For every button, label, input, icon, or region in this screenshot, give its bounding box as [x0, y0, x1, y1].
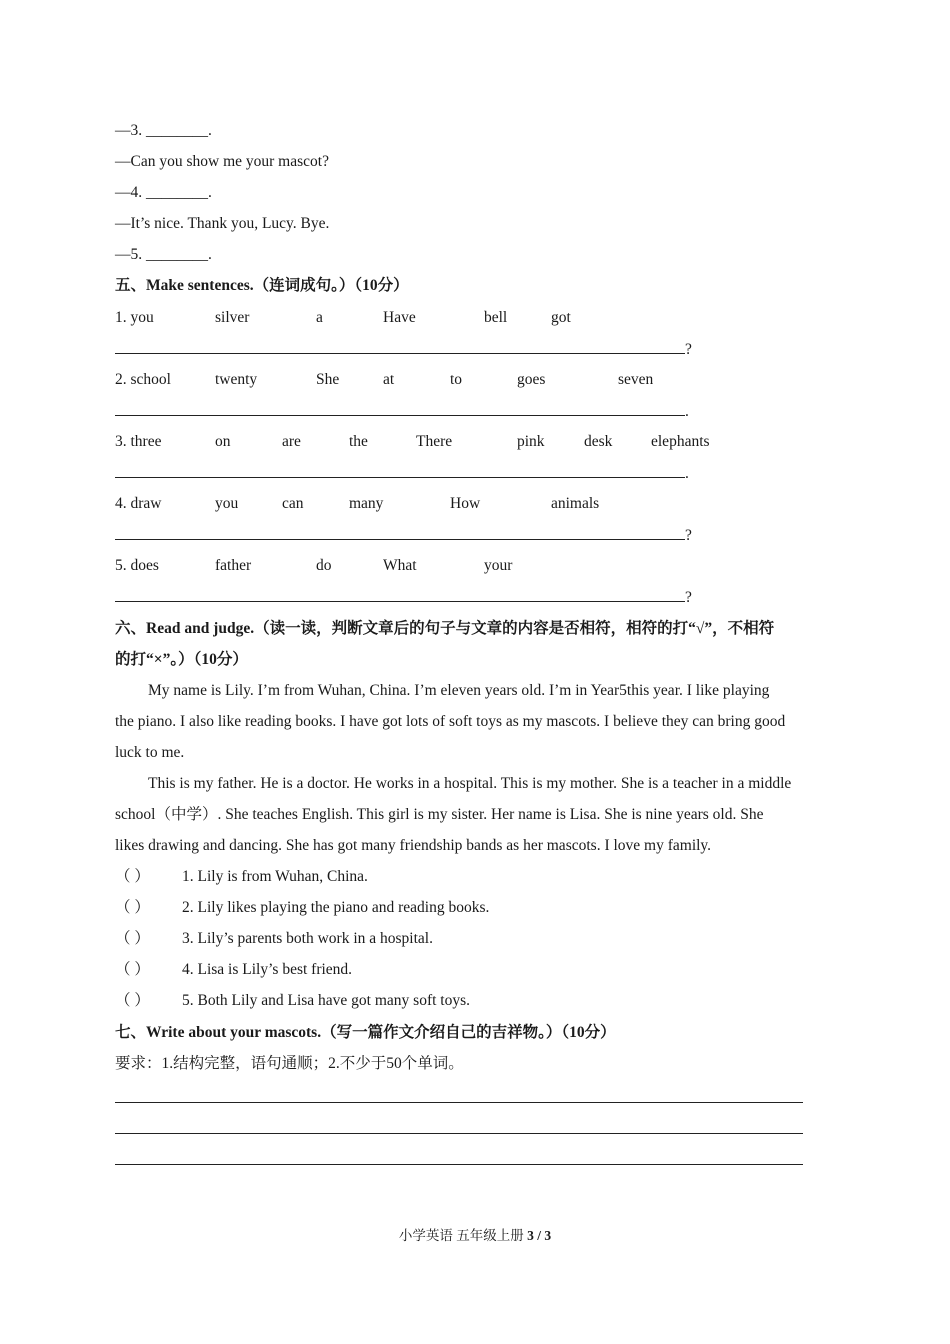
word: a [316, 309, 323, 326]
dialogue-line-4: —4. ________. [115, 184, 212, 201]
statement: 3. Lily’s parents both work in a hospital. [182, 930, 433, 947]
answer-paren[interactable]: （ ） [115, 992, 150, 1009]
passage-p1-line1 [115, 681, 769, 701]
word: can [282, 495, 304, 512]
section7-title: 七、Write about your mascots.（写一篇作文介绍自己的吉祥物。）（10分） [115, 1024, 616, 1041]
word: seven [618, 371, 654, 388]
word: pink [517, 433, 545, 450]
section5-title: 五、Make sentences.（连词成句。）（10分） [115, 277, 409, 294]
passage-text: My name is Lily. I’m from Wuhan, China. I’m eleven years old. I’m in Year5this year. I like playing [148, 682, 770, 699]
writing-line-3[interactable] [115, 1164, 803, 1165]
answer-line-3[interactable] [115, 463, 689, 484]
answer-line-5[interactable] [115, 587, 692, 608]
word: How [450, 495, 481, 512]
word: got [551, 309, 571, 326]
answer-line-4[interactable] [115, 525, 692, 546]
word: do [316, 557, 332, 574]
passage-text: This is my father. He is a doctor. He works in a hospital. This is my mother. She is a teacher in a middle [148, 775, 792, 792]
section6-title: 六、Read and judge.（读一读，判断文章后的句子与文章的内容是否相符，相符的打“√”，不相符 [115, 620, 775, 637]
judge-item-3[interactable] [115, 929, 433, 949]
judge-item-5[interactable] [115, 991, 470, 1011]
statement: 1. Lily is from Wuhan, China. [182, 868, 368, 885]
word: What [383, 557, 417, 574]
word: at [383, 371, 395, 388]
word: 4. draw [115, 495, 162, 512]
passage-p2-line1 [115, 774, 791, 794]
dialogue-line-5: —5. ________. [115, 246, 212, 263]
section6-title-cont: 的打“×”。）（10分） [115, 651, 248, 668]
statement: 5. Both Lily and Lisa have got many soft toys. [182, 992, 471, 1009]
answer-paren[interactable]: （ ） [115, 930, 150, 947]
dialogue-line: —It’s nice. Thank you, Lucy. Bye. [115, 215, 330, 232]
word: bell [484, 309, 508, 326]
word: your [484, 557, 513, 574]
word: There [416, 433, 453, 450]
word: Have [383, 309, 416, 326]
word: many [349, 495, 384, 512]
passage-p2-line2: school（中学）. She teaches English. This girl is my sister. Her name is Lisa. She is nine years old. She [115, 806, 764, 823]
answer-line-1[interactable] [115, 339, 692, 360]
word: 3. three [115, 433, 162, 450]
word: elephants [651, 433, 710, 450]
word: animals [551, 495, 600, 512]
word: 5. does [115, 557, 159, 574]
word: silver [215, 309, 250, 326]
statement: 2. Lily likes playing the piano and reading books. [182, 899, 490, 916]
passage-p2-line3: likes drawing and dancing. She has got many friendship bands as her mascots. I love my family. [115, 837, 712, 854]
word: the [349, 433, 368, 450]
end-punct: . [685, 403, 689, 420]
statement: 4. Lisa is Lily’s best friend. [182, 961, 353, 978]
word: father [215, 557, 252, 574]
word: you [215, 495, 239, 512]
writing-line-1[interactable] [115, 1102, 803, 1103]
dialogue-line: —Can you show me your mascot? [115, 153, 329, 170]
page-number: 3 / 3 [527, 1228, 552, 1243]
word: desk [584, 433, 613, 450]
page-footer [0, 1227, 950, 1245]
word: goes [517, 371, 546, 388]
passage-p1-line2: the piano. I also like reading books. I have got lots of soft toys as my mascots. I believe they can bring good [115, 713, 786, 730]
judge-item-1[interactable] [115, 867, 368, 887]
judge-item-4[interactable] [115, 960, 352, 980]
answer-paren[interactable]: （ ） [115, 899, 150, 916]
section7-requirement: 要求：1.结构完整，语句通顺；2.不少于50个单词。 [115, 1055, 464, 1072]
word: 1. you [115, 309, 154, 326]
answer-line-2[interactable] [115, 401, 689, 422]
word: on [215, 433, 231, 450]
footer-subject: 小学英语 五年级上册 [398, 1228, 524, 1243]
answer-paren[interactable]: （ ） [115, 961, 150, 978]
end-punct: ? [685, 527, 692, 544]
word: are [282, 433, 301, 450]
writing-line-2[interactable] [115, 1133, 803, 1134]
word: 2. school [115, 371, 171, 388]
word: She [316, 371, 340, 388]
word: to [450, 371, 463, 388]
end-punct: ? [685, 341, 692, 358]
answer-paren[interactable]: （ ） [115, 868, 150, 885]
passage-p1-line3: luck to me. [115, 744, 185, 761]
word: twenty [215, 371, 258, 388]
end-punct: ? [685, 589, 692, 606]
end-punct: . [685, 465, 689, 482]
judge-item-2[interactable] [115, 898, 489, 918]
dialogue-line-3: —3. ________. [115, 122, 212, 139]
